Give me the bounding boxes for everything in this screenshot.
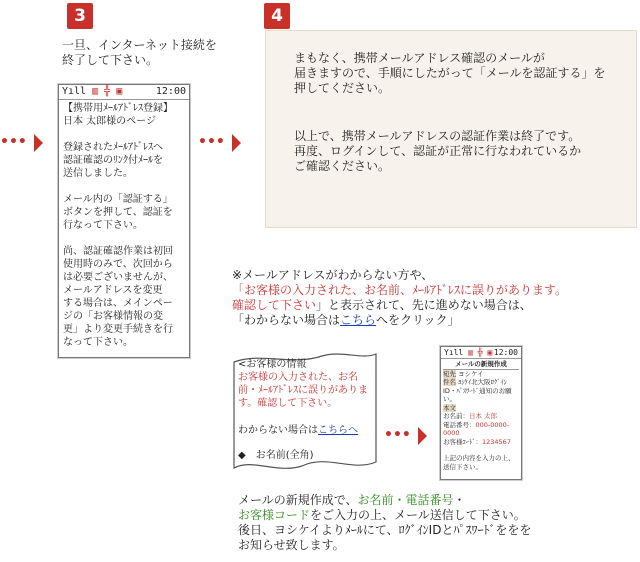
to-value: ヨシケイ <box>458 369 484 378</box>
note-line2: 「お客様の入力された、お名前、ﾒｰﾙｱﾄﾞﾚｽに誤りがあります。 <box>232 283 568 297</box>
snippet-kochira-link[interactable]: こちらへ <box>318 425 358 436</box>
step-4-badge: 4 <box>264 3 290 29</box>
phone-body-line: 行なって下さい。 <box>63 220 143 231</box>
name-row: お名前：日本 太郎 <box>443 412 498 420</box>
note-line4 <box>232 313 632 328</box>
phone-body-line: 送信しました。 <box>63 168 133 179</box>
note-line4-pre: 「わからない場合は <box>232 313 341 327</box>
error-snippet <box>232 350 378 472</box>
phone-body-line: 日本 太郎様のページ <box>63 116 156 127</box>
phone-body-line: 認証確認のﾘﾝｸ付ﾒｰﾙを <box>63 155 163 166</box>
note-kochira-link[interactable]: こちら <box>340 313 377 327</box>
step-4-p1-l1: まもなく、携帯メールアドレス確認のメールが <box>294 51 545 65</box>
step-4-paragraph-1 <box>294 51 629 96</box>
mid-arrow-dots: ••• <box>198 134 225 150</box>
subject-label: 件名 <box>443 378 456 386</box>
snippet-bottom: ◆ お名前(全角) <box>238 450 314 461</box>
phone-body-line: 更」より変更手続きを行 <box>63 324 173 335</box>
phone-body-line: 【携帯用ﾒｰﾙｱﾄﾞﾚｽ登録】 <box>63 103 173 114</box>
phone2-body <box>441 359 521 472</box>
phone-body-line: ボタンを押して、認証を <box>63 207 173 218</box>
note-line3-red: 確認して下さい <box>232 298 317 312</box>
clock-time: 12:00 <box>155 86 186 97</box>
phone-body-line: ジの「お客様情報の変 <box>63 311 163 322</box>
snippet-red-1: お客様の入力された、お名 <box>238 372 358 383</box>
phone-body-line: なって下さい。 <box>63 337 133 348</box>
step-4-p1-l2: 届きますので、手順にしたがって「メールを認証する」を <box>294 66 606 80</box>
snippet-top: <お客様の情報 <box>238 359 307 370</box>
signal-icon: Yıll ▥ ╬ ▣ <box>62 86 123 97</box>
phone-body-line: 尚、認証確認作業は初回 <box>63 246 173 257</box>
left-arrow-dots: ••• <box>0 134 27 150</box>
phone-body-line <box>63 128 185 141</box>
step-4-p1-l3: 押してください。 <box>294 81 391 95</box>
phone-body-line: は必要ございませんが、 <box>63 272 173 283</box>
note-line1: ※メールアドレスがわからない方や、 <box>232 268 434 282</box>
footer-2: 送信下さい。 <box>443 462 482 471</box>
signal-icon-2: Yıll ▥ ╬ ▣ <box>444 348 493 357</box>
help-note <box>232 268 632 328</box>
mid-arrow-icon <box>232 134 241 152</box>
subject-value-2: ID・ﾊﾟｽﾜｰﾄﾞ通知のお願 <box>443 386 512 395</box>
snippet-red-3: す。確認して下さい。 <box>238 398 338 409</box>
phone-status-bar <box>59 85 189 100</box>
note-line4-post: へをクリック」 <box>376 313 460 327</box>
snippet-unknown-pre: わからない場合は <box>238 425 318 436</box>
phone-body-line: する場合は、メインペー <box>63 298 173 309</box>
note-line3 <box>232 298 632 313</box>
left-arrow-icon <box>34 134 43 152</box>
bottom-line3: 後日、ヨシケイよりﾒｰﾙにて、ﾛｸﾞｲﾝIDとﾊﾟｽﾜｰﾄﾞををを <box>238 523 532 537</box>
phone-body-line: 使用時のみで、次回から <box>63 259 173 270</box>
step-4-message-box <box>265 30 637 228</box>
bottom-instructions <box>238 493 633 553</box>
step-4-p2-l3: ご確認ください。 <box>294 159 391 173</box>
bottom-line4: お知らせ致します。 <box>238 538 345 552</box>
phone-body-text <box>59 100 189 351</box>
clock-time-2: 12:00 <box>493 348 518 357</box>
snippet-unknown-line <box>238 424 374 437</box>
new-mail-title: メールの新規作成 <box>443 360 519 370</box>
lower-arrow-icon <box>418 427 427 445</box>
step-3-line2: 終了して下さい。 <box>62 53 159 67</box>
subject-value-3: い。 <box>443 395 456 403</box>
step-3-line1: 一旦、インターネット接続を <box>62 38 217 52</box>
body-label: 本文 <box>443 403 456 412</box>
phone-body-line <box>63 232 185 245</box>
step-3-badge: 3 <box>67 3 93 29</box>
note-line3-rest: 」と表示されて、先に進めない場合は、 <box>316 298 532 312</box>
subject-row <box>443 378 519 387</box>
step-4-p2-l1: 以上で、携帯メールアドレスの認証作業は終了です。 <box>294 129 581 143</box>
to-row <box>443 370 519 379</box>
tel-row: 電話番号：000-0000-0000 <box>443 420 510 437</box>
code-row: お客様ｺｰﾄﾞ：1234567 <box>443 437 511 446</box>
phone-body-line <box>63 180 185 193</box>
to-label: 宛先 <box>443 369 456 378</box>
footer-1: 上記の内容を入力の上、 <box>443 454 515 462</box>
step-4-paragraph-2 <box>294 129 629 174</box>
bottom-line2: お客様コードをご入力の上、メール送信して下さい。 <box>238 508 526 522</box>
phone-body-line: メール内の「認証する」 <box>63 194 173 205</box>
phone-screen-new-mail <box>440 346 522 480</box>
subject-value: ﾖｼｹｲ北大阪ﾛｸﾞｲﾝ <box>458 378 507 386</box>
bottom-line1: メールの新規作成で、お名前・電話番号・ <box>238 493 466 507</box>
phone-screen-registration <box>58 84 190 358</box>
lower-arrow-dots: ••• <box>384 427 411 443</box>
phone-body-line: 登録されたﾒｰﾙｱﾄﾞﾚｽへ <box>63 142 163 153</box>
step-3-instruction <box>62 38 232 68</box>
phone2-status-bar <box>441 347 521 359</box>
phone-body-line: メールアドレスを変更 <box>63 285 163 296</box>
snippet-red-2: 前・ﾒｰﾙｱﾄﾞﾚｽに誤りがありま <box>238 385 368 396</box>
step-4-p2-l2: 再度、ログインして、認証が正常に行なわれているか <box>294 144 582 158</box>
